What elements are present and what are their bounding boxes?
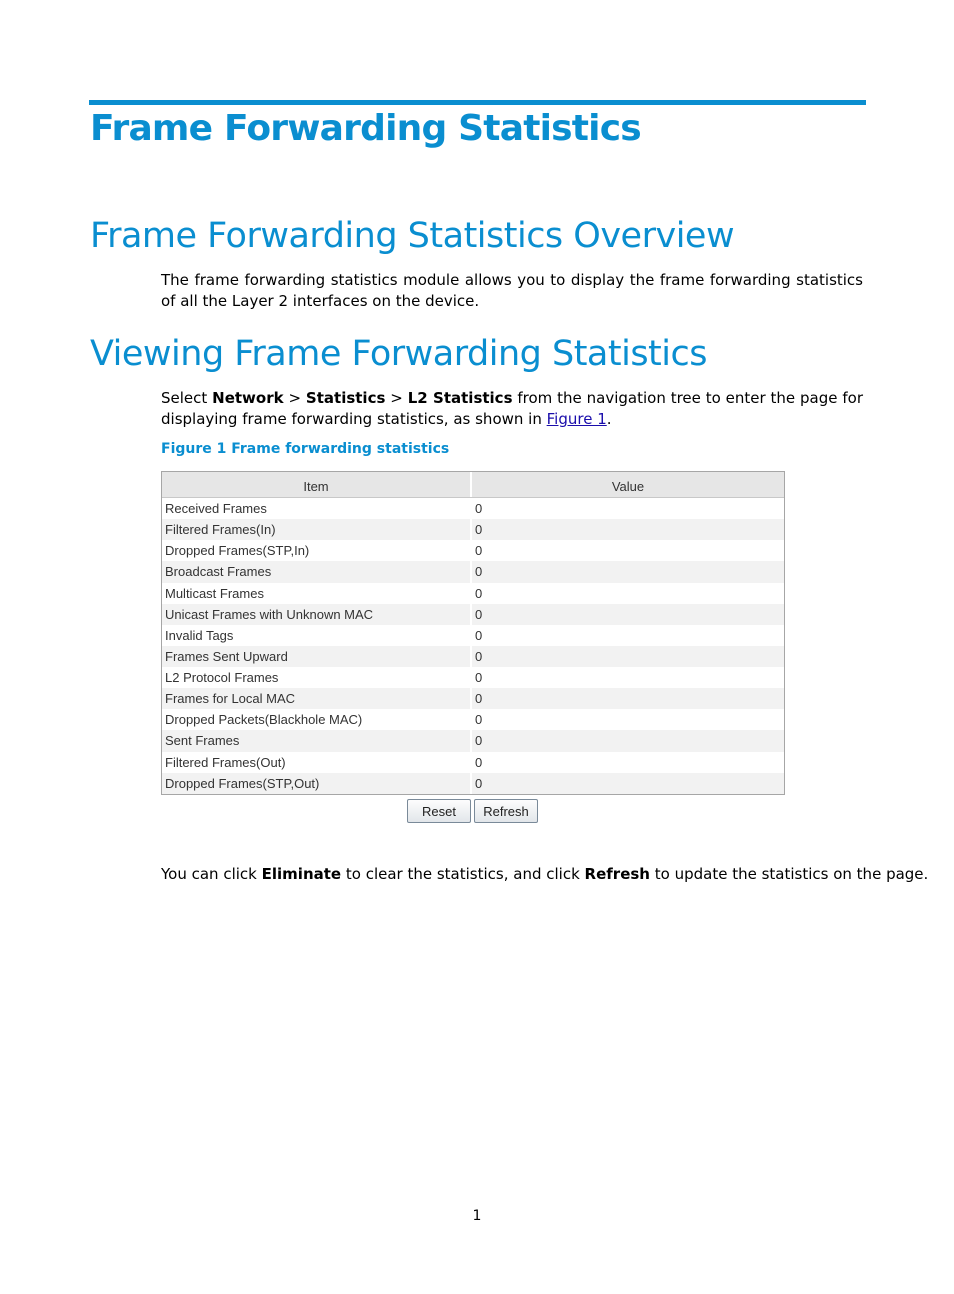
cell-value: 0 bbox=[475, 564, 483, 580]
cell-value: 0 bbox=[475, 543, 483, 559]
refresh-button[interactable]: Refresh bbox=[474, 799, 538, 823]
cell-item: Dropped Packets(Blackhole MAC) bbox=[162, 709, 472, 730]
figure-1-link[interactable]: Figure 1 bbox=[546, 410, 607, 428]
table-row bbox=[162, 519, 784, 540]
table-row bbox=[162, 752, 784, 773]
column-header-item: Item bbox=[162, 472, 472, 497]
top-rule bbox=[89, 100, 866, 105]
table-body bbox=[162, 498, 784, 794]
table-row bbox=[162, 709, 784, 730]
menu-l2-statistics: L2 Statistics bbox=[407, 389, 513, 407]
cell-item: Filtered Frames(In) bbox=[162, 519, 472, 540]
cell-value: 0 bbox=[475, 775, 483, 791]
table-row bbox=[162, 688, 784, 709]
table-row bbox=[162, 646, 784, 667]
cell-item: Broadcast Frames bbox=[162, 561, 472, 582]
cell-item: Frames for Local MAC bbox=[162, 688, 472, 709]
table-row bbox=[162, 583, 784, 604]
cell-value: 0 bbox=[475, 670, 483, 686]
table-row bbox=[162, 604, 784, 625]
cell-item: Filtered Frames(Out) bbox=[162, 752, 472, 773]
viewing-paragraph bbox=[161, 388, 863, 430]
menu-network: Network bbox=[212, 389, 284, 407]
cell-value: 0 bbox=[475, 648, 483, 664]
cell-value: 0 bbox=[475, 733, 483, 749]
section-title-viewing: Viewing Frame Forwarding Statistics bbox=[90, 334, 707, 374]
table-row bbox=[162, 498, 784, 519]
period: . bbox=[606, 410, 612, 428]
cell-item: Unicast Frames with Unknown MAC bbox=[162, 604, 472, 625]
cell-item: Sent Frames bbox=[162, 730, 472, 751]
page-number: 1 bbox=[472, 1208, 482, 1224]
cell-value: 0 bbox=[475, 691, 483, 707]
table-row bbox=[162, 540, 784, 561]
statistics-table bbox=[161, 471, 785, 795]
closing-text-3: to update the statistics on the page. bbox=[654, 865, 929, 883]
cell-item: Dropped Frames(STP,Out) bbox=[162, 773, 472, 794]
cell-item: Received Frames bbox=[162, 498, 472, 519]
table-row bbox=[162, 561, 784, 582]
cell-value: 0 bbox=[475, 585, 483, 601]
reset-button[interactable]: Reset bbox=[407, 799, 471, 823]
cell-item: L2 Protocol Frames bbox=[162, 667, 472, 688]
cell-item: Multicast Frames bbox=[162, 583, 472, 604]
cell-value: 0 bbox=[475, 522, 483, 538]
cell-value: 0 bbox=[475, 712, 483, 728]
table-header bbox=[162, 472, 784, 498]
table-row bbox=[162, 730, 784, 751]
figure-caption: Figure 1 Frame forwarding statistics bbox=[161, 441, 450, 457]
cell-item: Invalid Tags bbox=[162, 625, 472, 646]
text-after-menu: from the navigation tree to enter the page for displaying frame forwarding statistics, as shown in bbox=[161, 389, 863, 428]
table-row bbox=[162, 773, 784, 794]
cell-value: 0 bbox=[475, 501, 483, 517]
refresh-term: Refresh bbox=[584, 865, 650, 883]
separator: > bbox=[390, 389, 403, 407]
cell-item: Dropped Frames(STP,In) bbox=[162, 540, 472, 561]
closing-text-1: You can click bbox=[161, 865, 257, 883]
eliminate-term: Eliminate bbox=[261, 865, 342, 883]
column-header-value: Value bbox=[611, 478, 645, 494]
page-title: Frame Forwarding Statistics bbox=[90, 108, 641, 149]
text-select: Select bbox=[161, 389, 208, 407]
section-title-overview: Frame Forwarding Statistics Overview bbox=[90, 216, 735, 256]
table-row bbox=[162, 625, 784, 646]
cell-value: 0 bbox=[475, 606, 483, 622]
cell-value: 0 bbox=[475, 754, 483, 770]
table-row bbox=[162, 667, 784, 688]
overview-paragraph: The frame forwarding statistics module allows you to display the frame forwarding statistics of all the Layer 2 interfaces on the device. bbox=[161, 271, 863, 310]
cell-value: 0 bbox=[475, 627, 483, 643]
closing-paragraph bbox=[161, 864, 929, 885]
closing-text-2: to clear the statistics, and click bbox=[345, 865, 580, 883]
cell-item: Frames Sent Upward bbox=[162, 646, 472, 667]
separator: > bbox=[288, 389, 302, 407]
menu-statistics: Statistics bbox=[305, 389, 386, 407]
